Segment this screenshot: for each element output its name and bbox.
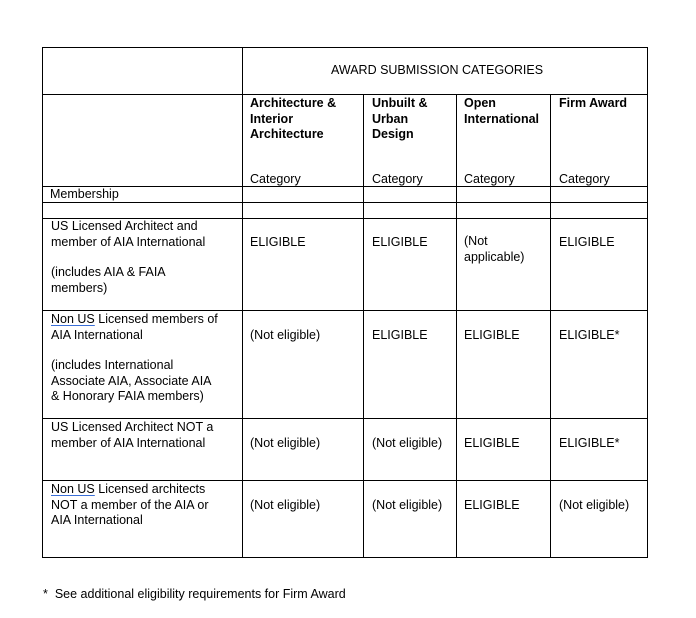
row-divider: [42, 310, 648, 311]
table-cell: ELIGIBLE: [372, 235, 428, 249]
footnote: [43, 587, 346, 603]
row-divider: [42, 480, 648, 481]
column-header-architecture: Architecture & Interior Architecture: [250, 96, 337, 141]
table-cell: ELIGIBLE*: [559, 328, 620, 342]
row-divider: [42, 418, 648, 419]
table-cell: ELIGIBLE*: [559, 436, 620, 450]
category-label: Category: [559, 172, 610, 186]
row-label: US Licensed Architect and member of AIA International (includes AIA & FAIA members): [51, 219, 206, 295]
category-label: Category: [250, 172, 301, 186]
table-border-top: [42, 47, 648, 48]
table-cell: (Not eligible): [559, 498, 630, 512]
footnote-marker: *: [43, 587, 48, 601]
table-cell: ELIGIBLE: [250, 235, 306, 249]
column-divider: [550, 94, 551, 558]
underlined-term: Non US: [51, 312, 95, 326]
column-header-open: Open International: [464, 96, 540, 126]
table-border-right: [647, 47, 648, 558]
membership-label: Membership: [50, 187, 119, 201]
underlined-term: Non US: [51, 482, 95, 496]
column-divider: [363, 94, 364, 558]
table-cell: (Not eligible): [372, 498, 443, 512]
table-cell: ELIGIBLE: [464, 328, 520, 342]
table-cell: (Not eligible): [250, 328, 321, 342]
table-cell: (Not eligible): [372, 436, 443, 450]
footnote-text: See additional eligibility requirements for Firm Award: [54, 587, 346, 601]
table-cell: (Not eligible): [250, 498, 321, 512]
column-header-firm: Firm Award: [559, 96, 628, 110]
row-label: Non US Licensed architects NOT a member of the AIA or AIA International: [51, 482, 209, 527]
row-divider: [42, 202, 648, 203]
row-divider: [42, 186, 648, 187]
table-cell: ELIGIBLE: [464, 498, 520, 512]
header-divider: [42, 94, 648, 95]
category-label: Category: [372, 172, 423, 186]
column-divider: [242, 47, 243, 558]
table-cell: ELIGIBLE: [372, 328, 428, 342]
row-label: Non US Licensed members of AIA International (includes International Associate AIA, Associate AIA & Honorary FAIA members): [51, 312, 218, 403]
row-label: US Licensed Architect NOT a member of AIA International: [51, 420, 214, 450]
column-divider: [456, 94, 457, 558]
table-border-left: [42, 47, 43, 558]
table-cell: (Not applicable): [464, 234, 525, 264]
table-border-bottom: [42, 557, 648, 558]
column-header-unbuilt: Unbuilt & Urban Design: [372, 96, 428, 141]
table-cell: ELIGIBLE: [559, 235, 615, 249]
header-title: AWARD SUBMISSION CATEGORIES: [331, 63, 544, 77]
table-cell: (Not eligible): [250, 436, 321, 450]
table-cell: ELIGIBLE: [464, 436, 520, 450]
category-label: Category: [464, 172, 515, 186]
